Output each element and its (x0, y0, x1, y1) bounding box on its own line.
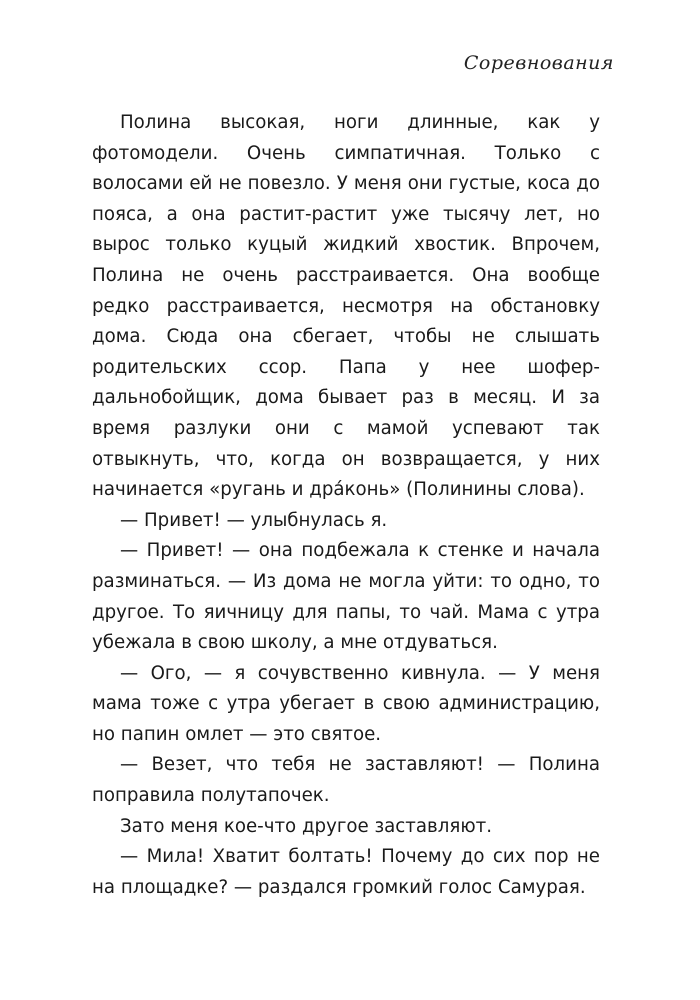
paragraph: — Везет, что тебя не заставляют! — Полина поправила полутапочек. (92, 754, 600, 807)
paragraph: — Ого, — я сочувственно кивнула. — У меня мама тоже с утра убегает в свою администрацию, но папин омлет — это святое. (92, 662, 600, 745)
paragraph: Зато меня кое-что другое заставляют. (120, 815, 493, 837)
paragraph: — Привет! — она подбежала к стенке и начала разминаться. — Из дома не могла уйти: то одно, то другое. То яичницу для папы, то чай. Мама с утра убежала в свою школу, а мне отдуваться. (92, 540, 600, 654)
body-text (92, 108, 600, 903)
paragraph: — Мила! Хватит болтать! Почему до сих пор не на площадке? — раздался громкий голос Самурая. (92, 846, 600, 898)
paragraph: — Привет! — улыбнулась я. (120, 509, 388, 531)
running-header-title: Соревнования (463, 52, 614, 74)
paragraph: Полина высокая, ноги длинные, как у фотомодели. Очень симпатичная. Только с волосами ей не повезло. У меня они густые, коса до пояса, а она растит-растит уже тысячу лет, но вырос только куцый жидкий хвостик. Впрочем, Полина не очень расстраивается. Она вообще редко расстраивается, несмотря на обстановку дома. Сюда она сбегает, чтобы не слышать родительских ссор. Папа у нее шофер-дальнобойщик, дома бывает раз в месяц. И за время разлуки они с мамой успевают так отвыкнуть, что, когда он возвращается, у них начинается «ругань и дрáконь» (Полинины слова). (92, 112, 600, 501)
